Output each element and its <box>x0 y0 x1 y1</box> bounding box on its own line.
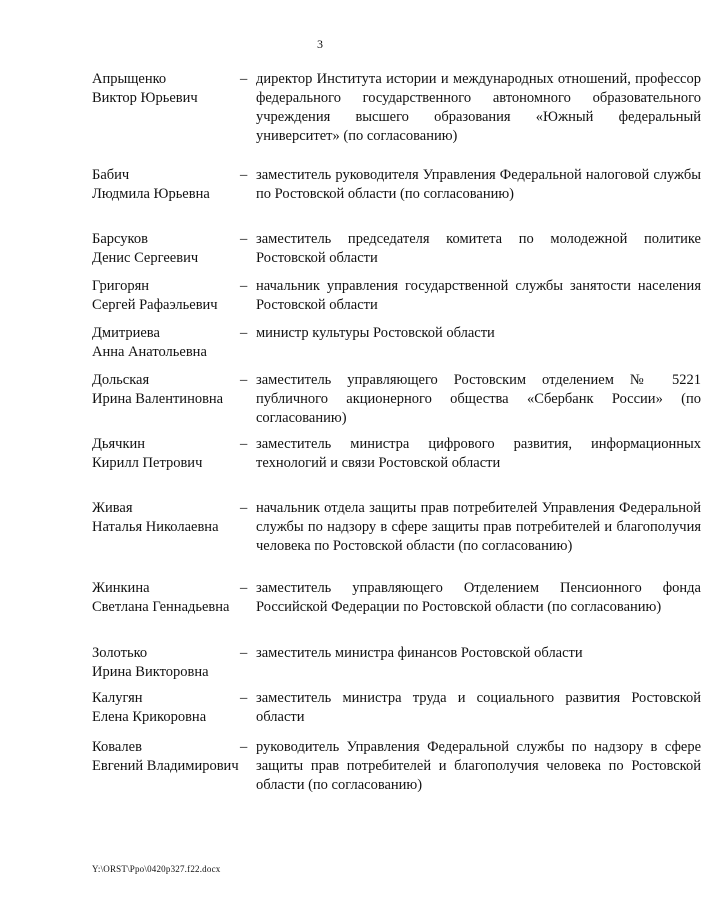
member-role: начальник управления государственной службы занятости населения Ростовской области <box>256 278 701 313</box>
member-surname: Ковалев <box>92 739 142 755</box>
document-file-path: Y:\ORST\Ppo\0420p327.f22.docx <box>92 864 221 874</box>
member-role: заместитель управляющего Отделением Пенсионного фонда Российской Федерации по Ростовской области (по согласованию) <box>256 580 701 615</box>
member-role: министр культуры Ростовской области <box>256 325 495 341</box>
dash-separator: – <box>240 436 248 452</box>
member-surname: Калугян <box>92 690 143 706</box>
member-given-name: Ирина Валентиновна <box>92 391 224 407</box>
dash-separator: – <box>240 690 248 706</box>
member-name <box>92 738 242 776</box>
member-name <box>92 324 242 362</box>
member-given-name: Елена Крикоровна <box>92 709 207 725</box>
member-given-name: Наталья Николаевна <box>92 519 219 535</box>
member-role: заместитель министра цифрового развития, информационных технологий и связи Ростовской области <box>256 436 701 471</box>
member-role: заместитель руководителя Управления Федеральной налоговой службы по Ростовской области (по согласованию) <box>256 167 701 202</box>
dash-separator: – <box>240 231 248 247</box>
member-name <box>92 230 242 268</box>
member-surname: Дольская <box>92 372 150 388</box>
dash-separator: – <box>240 167 248 183</box>
member-name <box>92 70 242 108</box>
member-name <box>92 277 242 315</box>
member-role: начальник отдела защиты прав потребителей Управления Федеральной службы по надзору в сфере защиты прав потребителей и благополучия человека по Ростовской области (по согласованию) <box>256 500 701 554</box>
dash-separator: – <box>240 372 248 388</box>
member-given-name: Анна Анатольевна <box>92 344 207 360</box>
dash-separator: – <box>240 71 248 87</box>
member-role: заместитель председателя комитета по молодежной политике Ростовской области <box>256 231 701 266</box>
member-given-name: Людмила Юрьевна <box>92 186 210 202</box>
member-name <box>92 166 242 204</box>
member-role: заместитель министра финансов Ростовской области <box>256 645 583 661</box>
member-name <box>92 435 242 473</box>
dash-separator: – <box>240 325 248 341</box>
member-surname: Жинкина <box>92 580 150 596</box>
dash-separator: – <box>240 500 248 516</box>
member-name <box>92 371 242 409</box>
member-surname: Дьячкин <box>92 436 146 452</box>
dash-separator: – <box>240 278 248 294</box>
member-given-name: Евгений Владимирович <box>92 758 239 774</box>
member-given-name: Светлана Геннадьевна <box>92 599 230 615</box>
member-surname: Григорян <box>92 278 149 294</box>
member-name <box>92 499 242 537</box>
member-role: директор Института истории и международных отношений, профессор федерального государственного автономного образовательного учреждения высшего образования «Южный федеральный университет» (по согласованию) <box>256 71 701 144</box>
dash-separator: – <box>240 580 248 596</box>
member-given-name: Сергей Рафаэльевич <box>92 297 218 313</box>
member-role: заместитель министра труда и социального развития Ростовской области <box>256 690 701 725</box>
page-number: 3 <box>317 37 323 51</box>
member-surname: Дмитриева <box>92 325 160 341</box>
member-given-name: Ирина Викторовна <box>92 664 209 680</box>
member-surname: Золотько <box>92 645 148 661</box>
dash-separator: – <box>240 645 248 661</box>
member-role: руководитель Управления Федеральной службы по надзору в сфере защиты прав потребителей и благополучия человека по Ростовской области (по согласованию) <box>256 739 701 793</box>
member-role: заместитель управляющего Ростовским отделением № 5221 публичного акционерного общества «Сбербанк России» (по согласованию) <box>256 372 701 426</box>
member-name <box>92 644 242 682</box>
member-given-name: Кирилл Петрович <box>92 455 203 471</box>
member-name <box>92 689 242 727</box>
member-surname: Апрыщенко <box>92 71 167 87</box>
member-given-name: Виктор Юрьевич <box>92 90 198 106</box>
member-surname: Барсуков <box>92 231 148 247</box>
member-surname: Бабич <box>92 167 130 183</box>
member-surname: Живая <box>92 500 133 516</box>
dash-separator: – <box>240 739 248 755</box>
member-name <box>92 579 242 617</box>
member-given-name: Денис Сергеевич <box>92 250 199 266</box>
